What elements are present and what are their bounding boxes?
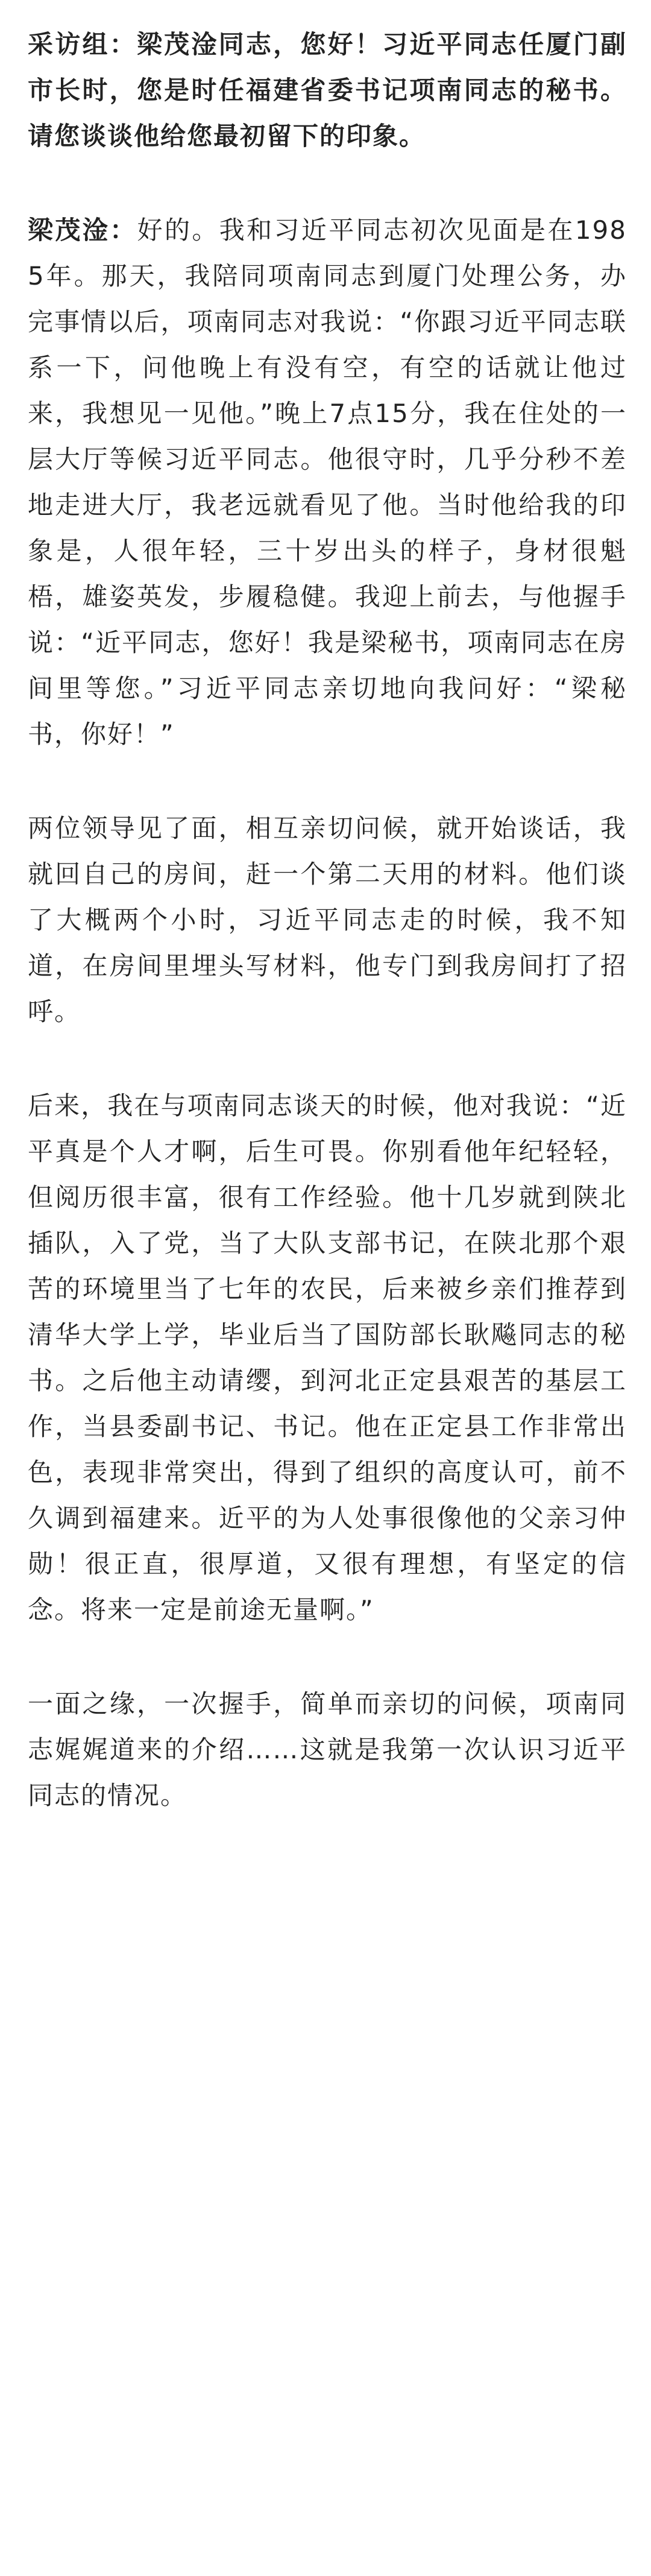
- paragraph: 两位领导见了面，相互亲切问候，就开始谈话，我就回自己的房间，赶一个第二天用的材料。他们谈了大概两个小时，习近平同志走的时候，我不知道，在房间里埋头写材料，他专门到我房间打了招呼。: [28, 813, 627, 1026]
- interview-question: 采访组：梁茂淦同志，您好！习近平同志任厦门副市长时，您是时任福建省委书记项南同志的秘书。请您谈谈他给您最初留下的印象。: [28, 30, 627, 151]
- interview-answer: [28, 207, 627, 757]
- answer-text: 好的。我和习近平同志初次见面是在1985年。那天，我陪同项南同志到厦门处理公务，办完事情以后，项南同志对我说：“你跟习近平同志联系一下，问他晚上有没有空，有空的话就让他过来，我想见一见他。”晚上7点15分，我在住处的一层大厅等候习近平同志。他很守时，几乎分秒不差地走进大厅，我老远就看见了他。当时他给我的印象是，人很年轻，三十岁出头的样子，身材很魁梧，雄姿英发，步履稳健。我迎上前去，与他握手说：“近平同志，您好！我是梁秘书，项南同志在房间里等您。”习近平同志亲切地向我问好：“梁秘书，你好！”: [28, 215, 627, 749]
- paragraph: 一面之缘，一次握手，简单而亲切的问候，项南同志娓娓道来的介绍……这就是我第一次认识习近平同志的情况。: [28, 1689, 627, 1810]
- answer-speaker: 梁茂淦：: [28, 215, 137, 245]
- paragraph: 后来，我在与项南同志谈天的时候，他对我说：“近平真是个人才啊，后生可畏。你别看他年纪轻轻，但阅历很丰富，很有工作经验。他十几岁就到陕北插队，入了党，当了大队支部书记，在陕北那个艰苦的环境里当了七年的农民，后来被乡亲们推荐到清华大学上学，毕业后当了国防部长耿飚同志的秘书。之后他主动请缨，到河北正定县艰苦的基层工作，当县委副书记、书记。他在正定县工作非常出色，表现非常突出，得到了组织的高度认可，前不久调到福建来。近平的为人处事很像他的父亲习仲勋！很正直，很厚道，又很有理想，有坚定的信念。将来一定是前途无量啊。”: [28, 1091, 627, 1624]
